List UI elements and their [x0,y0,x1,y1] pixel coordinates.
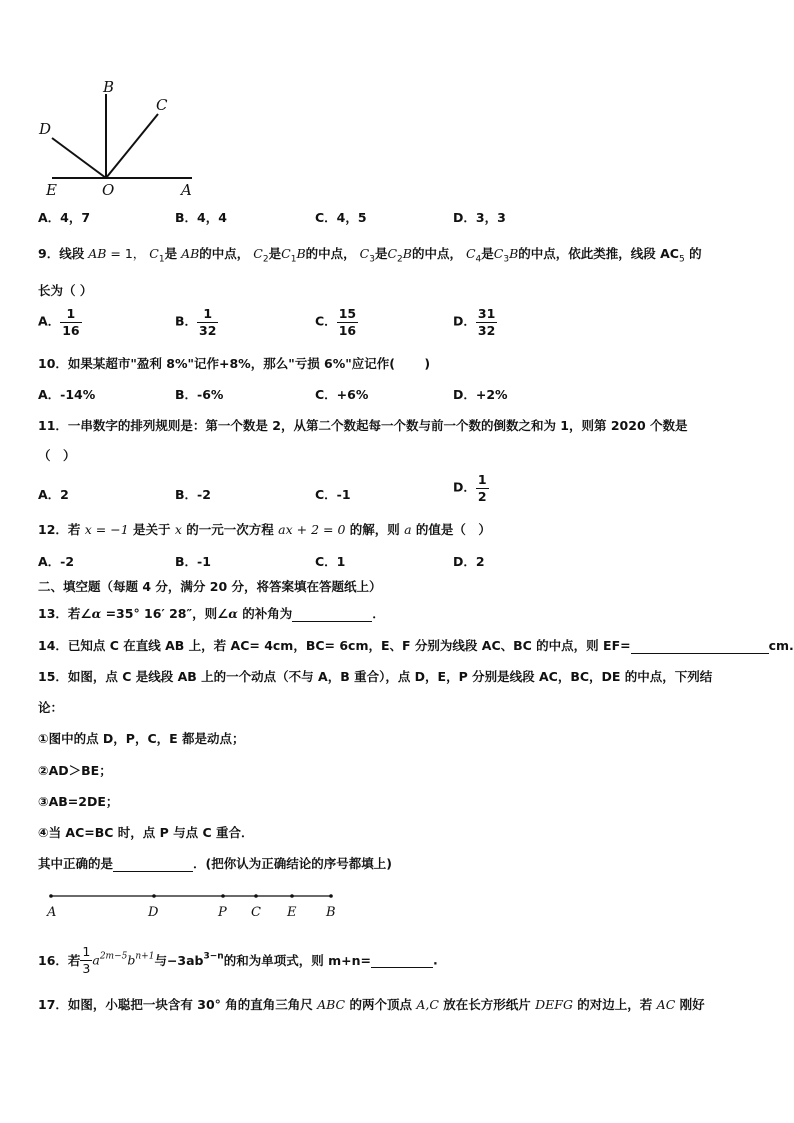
q15-answer-blank[interactable] [113,856,193,872]
q9-text: 9．线段 AB = 1， $C_1$是 AB的中点， $C_2$是$C_1B$的中点， $C_3$是$C_2B$的中点， $C_4$是$C_3B$的中点，依此类推，线段 $AC_5$ 的 [38,246,702,265]
point-C [254,894,258,898]
q16-text: 16．若 $\frac{1}{3}$ $a^{2m-5}b^{n+1}$与$-3ab^{3-n}$的和为单项式，则 m+n= . [38,944,438,976]
q15-item-3: ③AB=2DE； [38,794,119,809]
q8-option-b: B．4，4 [175,210,227,225]
q9-option-c: C． $\frac{15}{16}$ [315,306,357,338]
q11-option-b: B．-2 [175,487,211,502]
q9-option-b: B． $\frac{1}{32}$ [175,306,217,338]
q12-option-d: D．2 [453,554,485,569]
label-E: E [46,181,57,199]
q9-line2: 长为（ ） [38,283,93,298]
q8-option-c: C．4，5 [315,210,367,225]
q16-answer-blank[interactable] [371,952,433,968]
label-C: C [156,96,168,114]
q14-answer-blank[interactable] [631,638,769,654]
q9-option-a: A． $\frac{1}{16}$ [38,306,80,338]
q12-text: 12．若 x = −1 是关于 x 的一元一次方程 ax + 2 = 0 的解，则 a 的值是（ ） [38,522,491,537]
q10-option-a: A．-14% [38,387,96,402]
q11-option-d: D． $\frac{1}{2}$ [453,472,487,504]
q8-option-d: D．3，3 [453,210,506,225]
label-O: O [102,181,115,199]
point-label-C: C [251,905,261,920]
q14-text: 14．已知点 C 在直线 AB 上，若 AC= 4cm，BC= 6cm，E、F 分别为线段 AC、BC 的中点，则 EF= cm. [38,638,794,653]
q12-option-a: A．-2 [38,554,75,569]
q15-item-2: ②AD＞BE； [38,763,112,778]
label-D: D [39,120,52,138]
angle-figure [36,72,206,202]
q10-text: 10．如果某超市"盈利 8%"记作+8%，那么"亏损 6%"应记作( ) [38,356,431,371]
point-D [152,894,156,898]
segment-figure [40,886,350,922]
point-P [221,894,225,898]
q17-text: 17．如图，小聪把一块含有 30° 角的直角三角尺 ABC 的两个顶点 A,C 放在长方形纸片 DEFG 的对边上，若 AC 刚好 [38,997,705,1012]
q12-option-b: B．-1 [175,554,211,569]
point-label-A: A [47,905,57,920]
q13-text: 13．若∠α =35° 16′ 28″，则∠α 的补角为 ． [38,606,385,621]
point-label-P: P [218,905,227,920]
q15-line1: 15．如图，点 C 是线段 AB 上的一个动点（不与 A，B 重合），点 D，E，P 分别是线段 AC，BC，DE 的中点，下列结 [38,669,713,684]
section-heading: 二、填空题（每题 4 分，满分 20 分，将答案填在答题纸上） [38,579,382,594]
q15-item-4: ④当 AC=BC 时，点 P 与点 C 重合． [38,825,254,840]
q11-option-c: C．-1 [315,487,351,502]
q11-option-a: A．2 [38,487,69,502]
point-label-D: D [148,905,159,920]
q15-item-1: ①图中的点 D，P，C，E 都是动点； [38,731,245,746]
point-E [290,894,294,898]
q15-line2: 论： [38,700,64,715]
point-label-B: B [326,905,336,920]
q15-answer: 其中正确的是 ．(把你认为正确结论的序号都填上) [38,856,392,871]
point-A [49,894,53,898]
ray-OC [106,114,158,178]
point-label-E: E [287,905,297,920]
label-B: B [103,78,115,96]
q13-answer-blank[interactable] [292,606,372,622]
q8-option-a: A．4，7 [38,210,91,225]
q10-option-b: B．-6% [175,387,224,402]
q10-option-d: D．+2% [453,387,508,402]
label-A: A [181,181,192,199]
q9-option-d: D． $\frac{31}{32}$ [453,306,496,338]
q11-line2: （ ） [38,448,76,463]
q12-option-c: C．1 [315,554,346,569]
point-B [329,894,333,898]
ray-OD [52,138,106,178]
q10-option-c: C．+6% [315,387,369,402]
q11-text: 11．一串数字的排列规则是：第一个数是 2，从第二个数起每一个数与前一个数的倒数之和为 1，则第 2020 个数是 [38,418,688,433]
